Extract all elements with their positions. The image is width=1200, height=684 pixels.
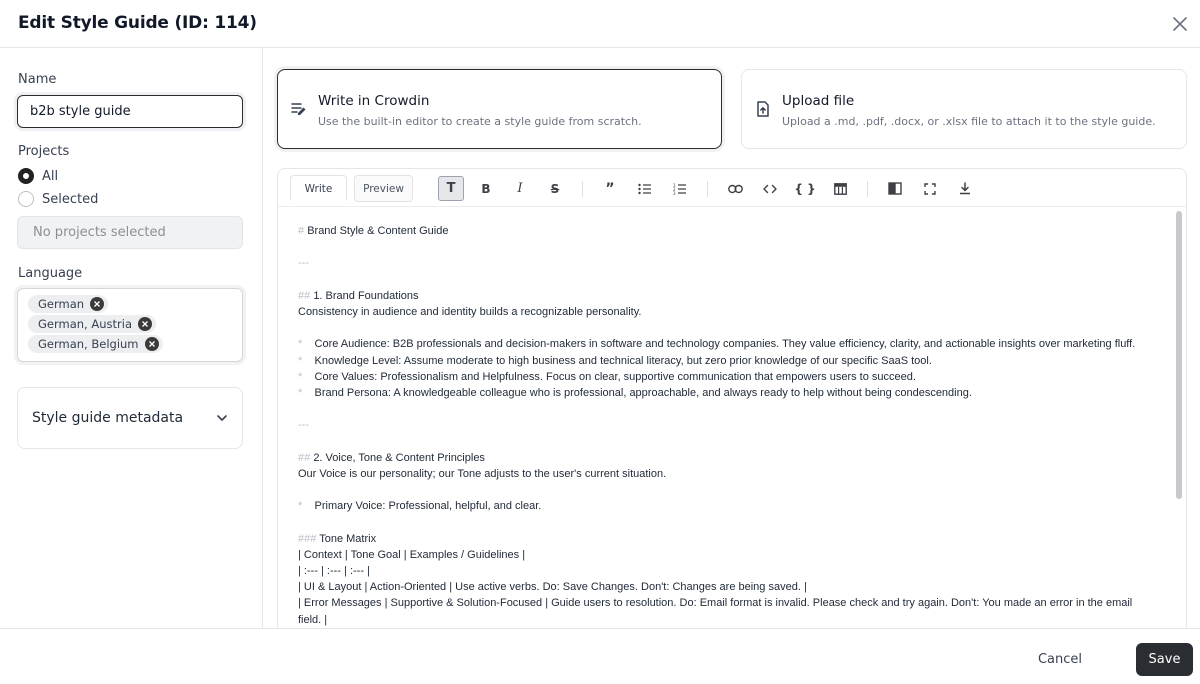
sidebar [0, 48, 263, 628]
name-input[interactable] [17, 95, 243, 128]
metadata-label: Style guide metadata [32, 410, 184, 426]
line-text: Core Audience: B2B professionals and decision-makers in software and technology companies. They value efficiency, clarity, and actionable insights over marketing fluff. [314, 338, 1136, 351]
save-button[interactable]: Save [1136, 643, 1193, 676]
svg-text:2: 2 [673, 186, 676, 192]
editor-line [298, 547, 1151, 563]
line-text: | UI & Layout | Action-Oriented | Use active verbs. Do: Save Changes. Don't: Changes are being saved. | [298, 581, 807, 594]
language-chip [28, 335, 163, 353]
code-block-icon[interactable]: { } [794, 181, 816, 196]
editor-line [298, 272, 1151, 288]
markdown-marker: ## [298, 289, 311, 302]
editor-line [298, 288, 1151, 304]
editor-line [298, 482, 1151, 498]
markdown-marker: * [298, 386, 303, 399]
editor-line [298, 450, 1151, 466]
editor-line [298, 369, 1151, 385]
upload-option-description: Upload a .md, .pdf, .docx, or .xlsx file to attach it to the style guide. [782, 115, 1156, 128]
language-select[interactable] [17, 288, 243, 362]
editor-line [298, 579, 1151, 595]
editor-line [298, 353, 1151, 369]
markdown-marker: * [298, 338, 303, 351]
line-text: 1. Brand Foundations [313, 289, 419, 302]
remove-chip-icon[interactable] [145, 337, 159, 351]
quote-icon[interactable]: ” [605, 180, 615, 197]
download-icon[interactable] [952, 176, 978, 201]
tab-write[interactable]: Write [290, 175, 347, 202]
name-label: Name [18, 72, 57, 87]
line-text: | :--- | :--- | :--- | [298, 564, 370, 577]
bold-icon[interactable]: B [481, 181, 491, 196]
projects-select: No projects selected [17, 216, 243, 249]
editor-line [298, 336, 1151, 352]
line-text: Brand Persona: A knowledgeable colleague who is professional, approachable, and always ready to help without being condescending. [314, 386, 972, 399]
radio-checked-icon [18, 168, 34, 184]
fullscreen-icon[interactable] [917, 176, 943, 201]
bullet-list-icon[interactable] [632, 176, 658, 201]
editor-line [298, 433, 1151, 449]
edit-lines-icon [290, 100, 308, 118]
line-text: | Error Messages | Supportive & Solution-Focused | Guide users to resolution. Do: Email format is invalid. Please check and try again. Don't: You made an error in the email field. | [298, 597, 1133, 626]
upload-option-title: Upload file [782, 93, 855, 109]
strikethrough-icon[interactable]: S [550, 181, 560, 196]
text-style-icon[interactable]: T [438, 176, 464, 201]
editor-textarea[interactable] [278, 207, 1171, 638]
line-text: Core Values: Professionalism and Helpfulness. Focus on clear, supportive communication that empowers users to succeed. [314, 370, 916, 383]
editor-line [298, 239, 1151, 255]
editor-line [298, 514, 1151, 530]
markdown-marker: # [298, 225, 305, 237]
write-option-description: Use the built-in editor to create a style guide from scratch. [318, 115, 642, 128]
modal-title: Edit Style Guide (ID: 114) [18, 13, 257, 33]
write-in-crowdin-option[interactable] [277, 69, 722, 149]
link-icon[interactable] [722, 176, 748, 201]
markdown-marker: --- [298, 419, 309, 432]
language-label: Language [18, 266, 83, 281]
remove-chip-icon[interactable] [90, 297, 104, 311]
markdown-editor [277, 168, 1187, 638]
markdown-marker: * [298, 354, 303, 367]
line-text: | Context | Tone Goal | Examples / Guidelines | [298, 548, 526, 561]
markdown-marker: --- [298, 257, 309, 270]
line-text: Tone Matrix [319, 532, 377, 545]
editor-line [298, 304, 1151, 320]
markdown-marker: ### [298, 532, 317, 545]
language-chip [28, 295, 108, 313]
editor-line [298, 498, 1151, 514]
line-text: 2. Voice, Tone & Content Principles [313, 451, 485, 464]
editor-line [298, 417, 1151, 433]
editor-scrollbar[interactable] [1176, 211, 1182, 499]
upload-file-option[interactable] [741, 69, 1187, 149]
markdown-marker: * [298, 500, 303, 513]
editor-line [298, 595, 1151, 627]
editor-line [298, 255, 1151, 271]
modal-header [0, 0, 1200, 48]
markdown-marker: * [298, 370, 303, 383]
modal-footer [0, 628, 1200, 684]
metadata-accordion[interactable] [17, 387, 243, 449]
numbered-list-icon[interactable] [667, 176, 693, 201]
chip-label: German, Belgium [38, 337, 139, 351]
projects-selected-label: Selected [42, 191, 99, 207]
chip-label: German, Austria [38, 317, 132, 331]
chevron-down-icon [216, 409, 228, 427]
table-icon[interactable] [827, 176, 853, 201]
editor-line [298, 223, 1151, 239]
markdown-marker: ## [298, 451, 311, 464]
editor-line [298, 320, 1151, 336]
projects-selected-radio[interactable] [18, 191, 98, 207]
svg-text:3: 3 [673, 190, 676, 195]
code-icon[interactable] [757, 176, 783, 201]
remove-chip-icon[interactable] [138, 317, 152, 331]
split-view-icon[interactable] [882, 176, 908, 201]
chip-label: German [38, 297, 85, 311]
projects-all-label: All [42, 168, 59, 184]
write-option-title: Write in Crowdin [318, 93, 430, 109]
cancel-button[interactable]: Cancel [1026, 643, 1094, 675]
close-icon[interactable] [1170, 14, 1190, 34]
italic-icon[interactable]: I [517, 181, 523, 196]
editor-line [298, 563, 1151, 579]
line-text: Primary Voice: Professional, helpful, and clear. [314, 500, 542, 513]
editor-line [298, 531, 1151, 547]
editor-line [298, 401, 1151, 417]
projects-label: Projects [18, 144, 70, 159]
editor-line [298, 385, 1151, 401]
language-chip [28, 315, 156, 333]
line-text: Our Voice is our personality; our Tone adjusts to the user's current situation. [298, 467, 667, 480]
editor-toolbar [278, 169, 1186, 207]
line-text: Consistency in audience and identity builds a recognizable personality. [298, 305, 642, 318]
svg-text:1: 1 [673, 182, 676, 188]
projects-all-radio[interactable] [18, 168, 58, 184]
file-upload-icon [754, 100, 772, 118]
line-text: Brand Style & Content Guide [307, 225, 449, 237]
line-text: Knowledge Level: Assume moderate to high business and technical literacy, but zero prior knowledge of our specific SaaS tool. [314, 354, 932, 367]
tab-preview[interactable]: Preview [354, 175, 413, 202]
editor-line [298, 466, 1151, 482]
radio-unchecked-icon [18, 191, 34, 207]
